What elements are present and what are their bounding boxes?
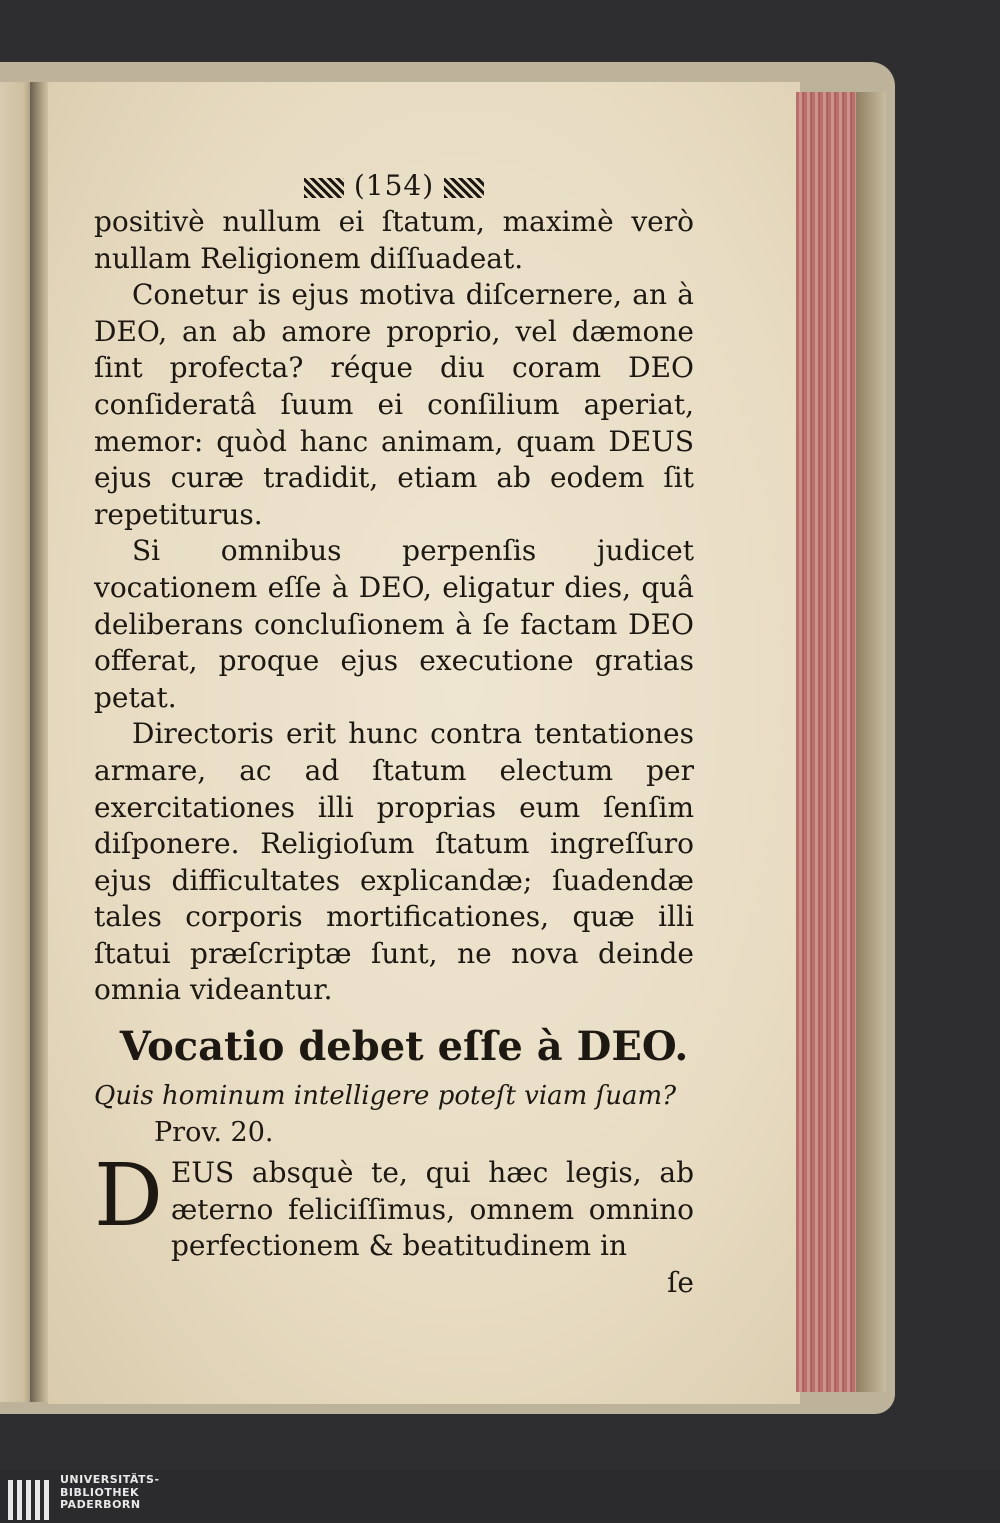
left-page-edge xyxy=(0,82,34,1402)
page-number: (154) xyxy=(353,169,435,202)
paragraph-4: Directoris erit hunc contra tentationes armare, ac ad ſtatum electum per exercitationes illi proprias eum ſenſim diſponere. Religioſum ſtatum ingreſſuro ejus difficultates explicandæ; ſuadendæ tales corporis mortificationes, quæ illi ſtatui præſcriptæ ſunt, ne nova deinde omnia videantur. xyxy=(94,717,694,1007)
epigraph-quote: Quis hominum intelligere poteſt viam ſuam? xyxy=(94,1081,677,1112)
section-heading: Vocatio debet eſſe à DEO. xyxy=(119,1023,689,1071)
ornament-left-icon xyxy=(304,178,344,198)
catchword: ſe xyxy=(667,1265,694,1299)
cover-edge xyxy=(856,92,886,1392)
page-text xyxy=(94,168,694,1301)
page-header xyxy=(94,168,694,204)
page-edges xyxy=(796,92,864,1392)
paragraph-3: Si omnibus perpenſis judicet vocationem eſſe à DEO, eligatur dies, quâ deliberans concluſionem à ſe factam DEO offerat, proque ejus executione gratias petat. xyxy=(94,534,694,714)
final-paragraph: DEUS absquè te, qui hæc legis, ab æterno feliciſſimus, omnem omnino perfectionem & beatitudinem in xyxy=(94,1146,694,1263)
epigraph-reference: Prov. 20. xyxy=(154,1117,274,1149)
paragraph-2: Conetur is ejus motiva diſcernere, an à DEO, an ab amore proprio, vel dæmone ſint profecta? réque diu coram DEO conſideratâ ſuum ei conſilium aperiat, memor: quòd hanc animam, quam DEUS ejus curæ tradidit, etiam ab eodem ſit repetiturus. xyxy=(94,278,694,531)
library-name: UNIVERSITÄTS- BIBLIOTHEK PADERBORN xyxy=(60,1473,160,1511)
paragraph-1: positivè nullum ei ſtatum, maximè verò nullam Religionem diſſuadeat. xyxy=(94,205,694,275)
footer-bar xyxy=(0,1470,1000,1523)
ornament-right-icon xyxy=(444,178,484,198)
drop-cap: D xyxy=(94,1146,163,1247)
library-logo-icon xyxy=(8,1480,52,1520)
